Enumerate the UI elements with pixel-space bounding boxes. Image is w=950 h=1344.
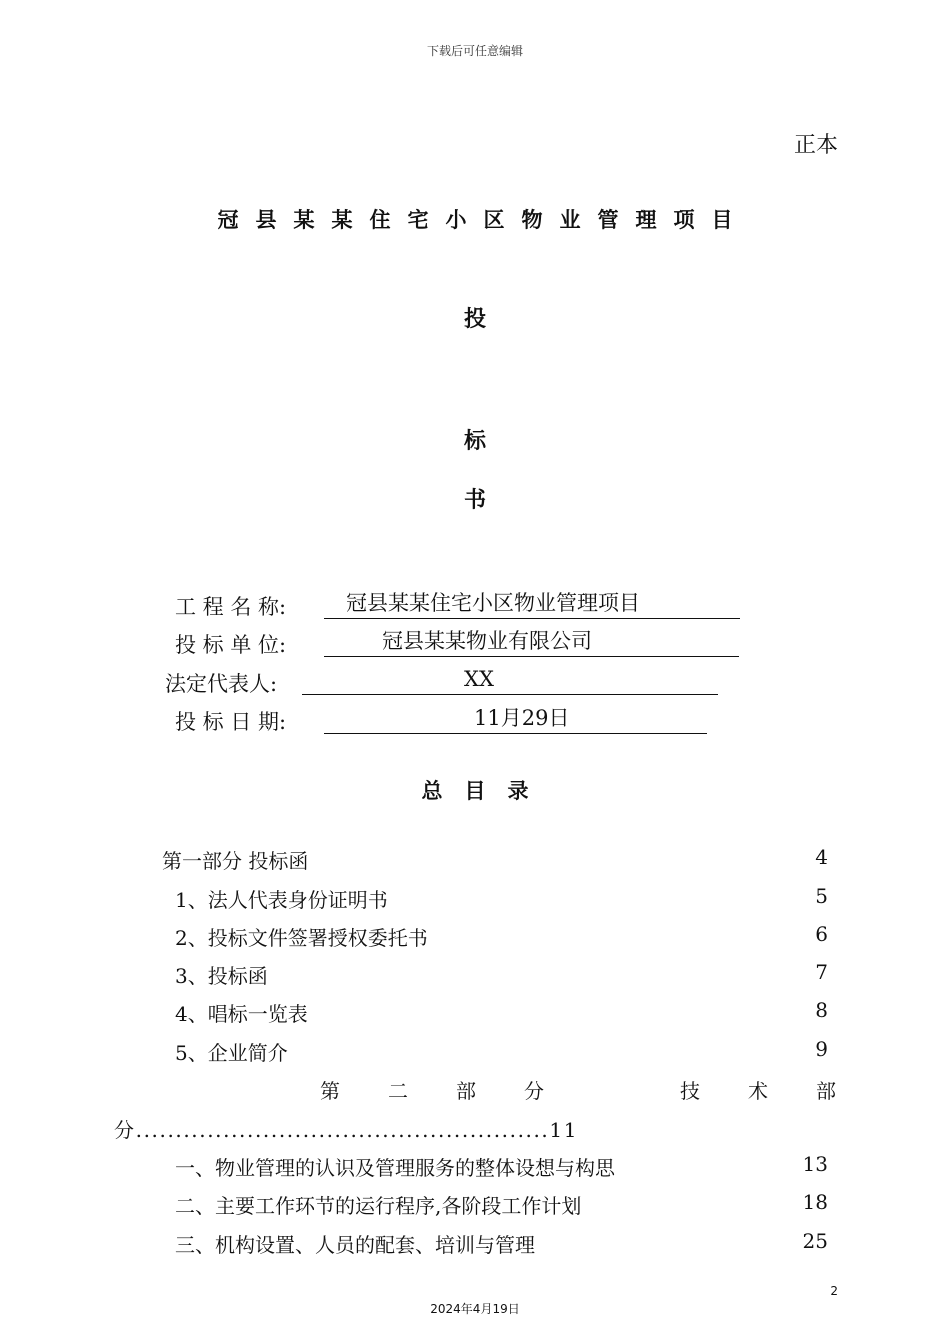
toc-item-label: 三、机构设置、人员的配套、培训与管理 [175,1233,535,1257]
toc-part2-heading [320,1075,836,1104]
toc-item-page: 13 [802,1152,828,1176]
toc-part2-char: 部 [816,1079,836,1103]
toc-part2-leader-dots: .................................................... [135,1118,550,1142]
toc-part2-continuation [114,1114,578,1143]
toc-item-label: 3、投标函 [175,964,268,988]
bidder-field [324,626,739,657]
legal-rep-field [302,664,718,695]
toc-part2-char: 分 [524,1079,544,1103]
toc-item-page: 8 [815,998,828,1022]
document-title: 冠县某某住宅小区物业管理项目 [217,208,750,232]
toc-item-page: 7 [815,960,828,984]
toc-title: 总目录 [421,779,551,803]
toc-part2-page: 11 [549,1118,579,1142]
title-char-3: 书 [463,488,486,513]
toc-part2-char: 部 [456,1079,476,1103]
bid-date-value: 11月29日 [474,706,570,730]
toc-item-page: 25 [802,1229,828,1253]
toc-item-label: 二、主要工作环节的运行程序,各阶段工作计划 [175,1194,582,1218]
toc-item-label: 2、投标文件签署授权委托书 [175,926,428,950]
toc-item-page: 6 [815,922,828,946]
bidder-label: 投 标 单 位: [175,633,287,657]
toc-part2-char: 术 [748,1079,768,1103]
toc-part2-char: 第 [320,1079,340,1103]
copy-label: 正本 [793,133,838,158]
toc-item-label: 一、物业管理的认识及管理服务的整体设想与构思 [175,1156,615,1180]
project-name-label: 工 程 名 称: [175,595,287,619]
project-name-value: 冠县某某住宅小区物业管理项目 [346,591,640,615]
project-name-field [324,588,740,619]
legal-rep-label: 法定代表人: [165,672,278,696]
title-char-1: 投 [463,307,486,332]
page-number: 2 [830,1284,838,1298]
toc-part2-continuation-text: 分 [114,1118,136,1142]
toc-item-page: 18 [802,1190,828,1214]
toc-item-page: 9 [815,1037,828,1061]
bid-date-label: 投 标 日 期: [175,710,287,734]
toc-item-label: 4、唱标一览表 [175,1002,308,1026]
toc-part2-char: 二 [388,1079,408,1103]
toc-item-label: 5、企业简介 [175,1041,288,1065]
toc-part1-label: 第一部分 投标函 [162,849,309,873]
toc-item-label: 1、法人代表身份证明书 [175,888,388,912]
bidder-value: 冠县某某物业有限公司 [382,629,592,653]
toc-part1-page: 4 [815,845,828,869]
toc-part2-char: 技 [680,1079,700,1103]
toc-item-page: 5 [815,884,828,908]
title-char-2: 标 [463,429,486,454]
footer-date: 2024年4月19日 [430,1302,520,1316]
header-note: 下载后可任意编辑 [426,44,523,58]
legal-rep-value: XX [464,667,494,691]
bid-date-field [324,703,707,734]
